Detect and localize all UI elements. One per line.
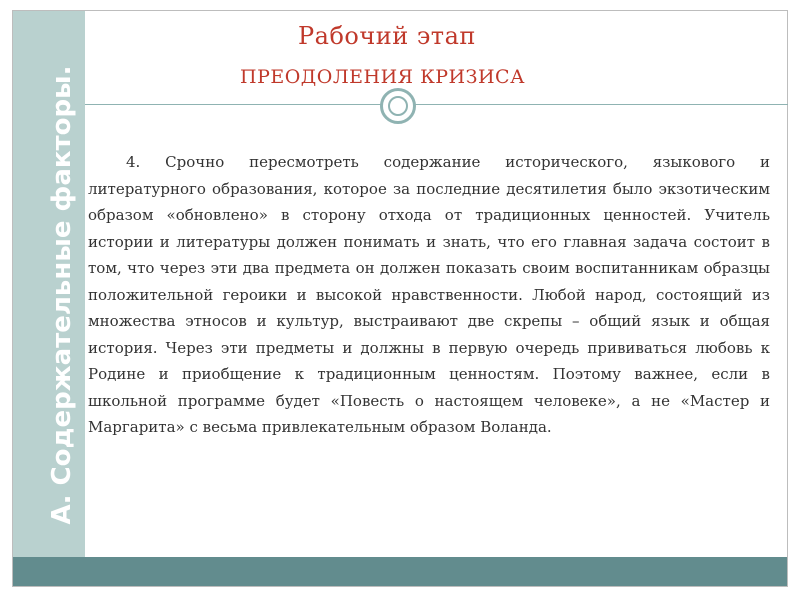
sidebar-panel (13, 11, 85, 557)
bottom-bar (13, 557, 787, 586)
title-divider (85, 104, 788, 105)
slide-body-text: 4. Срочно пересмотреть содержание исторического, языкового и литературного образования, которое за последние десятилетия было экзотическим образом «обновлено» в сторону отхода от традиционных ценностей. Учитель истории и литературы должен понимать и знать, что его главная задача состоит в том, что через эти два предмета он должен показать своим воспитанникам образцы положительной героики и высокой нравственности. Любой народ, состоящий из множества этносов и культур, выстраивают две скрепы – общий язык и общая история. Через эти предметы и должны в первую очередь прививаться любовь к Родине и приобщение к традиционным ценностям. Поэтому важнее, если в школьной программе будет «Повесть о настоящем человеке», а не «Мастер и Маргарита» с весьма привлекательным образом Воланда. (88, 153, 770, 436)
decorative-inner-circle-icon (388, 96, 408, 116)
sidebar-title: А. Содержательные факторы. (47, 65, 77, 525)
decorative-circle-icon (380, 88, 416, 124)
slide-title-line1: Рабочий этап (298, 22, 476, 50)
slide-title-line2: ПРЕОДОЛЕНИЯ КРИЗИСА (240, 66, 525, 88)
